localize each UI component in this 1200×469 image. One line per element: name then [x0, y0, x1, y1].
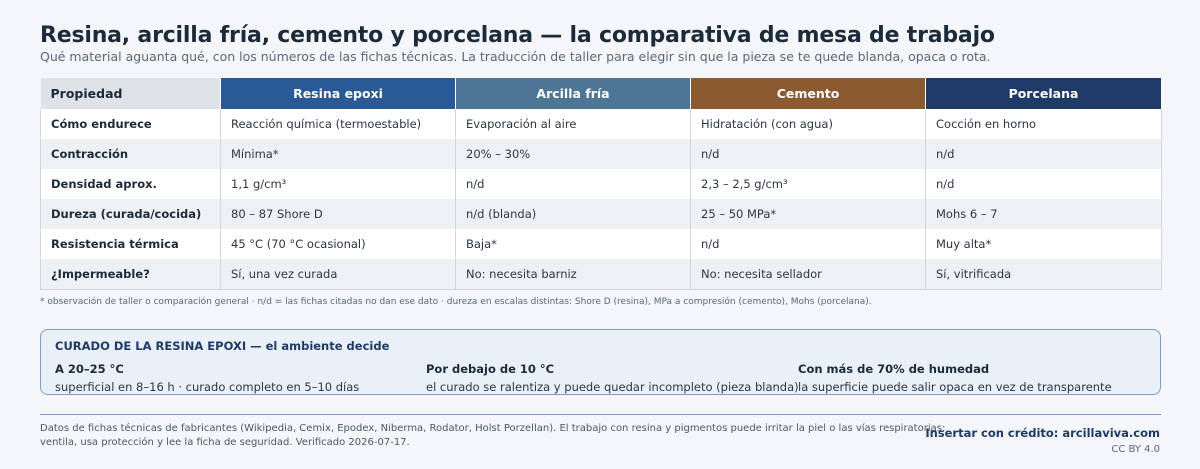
table-cell: Hidratación (con agua) [691, 109, 926, 139]
row-label: Resistencia térmica [41, 229, 221, 259]
table-cell: Cocción en horno [926, 109, 1162, 139]
row-label: ¿Impermeable? [41, 259, 221, 289]
table-cell: 45 °C (70 °C ocasional) [221, 229, 456, 259]
table-cell: n/d [691, 139, 926, 169]
table-cell: 2,3 – 2,5 g/cm³ [691, 169, 926, 199]
table-cell: n/d [926, 139, 1162, 169]
curing-item-heading: A 20–25 °C [55, 362, 124, 376]
curing-panel [40, 329, 1161, 395]
row-label: Densidad aprox. [41, 169, 221, 199]
table-cell: n/d [456, 169, 691, 199]
row-label: Dureza (curada/cocida) [41, 199, 221, 229]
header-cemento: Cemento [691, 78, 926, 109]
curing-item [798, 362, 1112, 394]
table-row [41, 109, 1162, 139]
source-note: Datos de fichas técnicas de fabricantes (Wikipedia, Cemix, Epodex, Niberma, Rodator, Holst Porzellan). El trabajo con resina y pigmentos puede irritar la piel o las vías respiratorias: ventila, usa protección y lee la ficha de seguridad. Verificado 2026-07-17. [40, 423, 946, 448]
table-cell: 20% – 30% [456, 139, 691, 169]
curing-item-text: superficial en 8–16 h · curado completo en 5–10 días [55, 380, 360, 394]
header-resina: Resina epoxi [221, 78, 456, 109]
table-cell: No: necesita sellador [691, 259, 926, 289]
table-cell: No: necesita barniz [456, 259, 691, 289]
curing-item-text: la superficie puede salir opaca en vez de transparente [798, 380, 1112, 394]
header-arcilla: Arcilla fría [456, 78, 691, 109]
table-cell: 1,1 g/cm³ [221, 169, 456, 199]
table-cell: Mohs 6 – 7 [926, 199, 1162, 229]
comparison-table [40, 78, 1162, 290]
table-cell: Evaporación al aire [456, 109, 691, 139]
table-row [41, 199, 1162, 229]
page-title: Resina, arcilla fría, cemento y porcelana — la comparativa de mesa de trabajo [40, 23, 995, 48]
curing-item [55, 362, 359, 394]
curing-item-text: el curado se ralentiza y puede quedar incompleto (pieza blanda) [426, 380, 799, 394]
footer-divider [40, 414, 1161, 415]
page-subtitle: Qué material aguanta qué, con los números de las fichas técnicas. La traducción de taller para elegir sin que la pieza se te quede blanda, opaca o rota. [40, 49, 991, 64]
table-cell: Baja* [456, 229, 691, 259]
table-cell: 80 – 87 Shore D [221, 199, 456, 229]
table-row [41, 229, 1162, 259]
curing-panel-title: CURADO DE LA RESINA EPOXI — el ambiente decide [55, 339, 390, 353]
table-cell: Reacción química (termoestable) [221, 109, 456, 139]
table-cell: Sí, vitrificada [926, 259, 1162, 289]
table-row [41, 139, 1162, 169]
row-label: Contracción [41, 139, 221, 169]
header-porcelana: Porcelana [926, 78, 1162, 109]
table-row [41, 169, 1162, 199]
curing-item [426, 362, 799, 394]
curing-item-heading: Con más de 70% de humedad [798, 362, 990, 376]
table-cell: n/d [926, 169, 1162, 199]
curing-item-heading: Por debajo de 10 °C [426, 362, 555, 376]
header-propiedad: Propiedad [41, 78, 221, 109]
table-row [41, 259, 1162, 289]
table-cell: 25 – 50 MPa* [691, 199, 926, 229]
table-cell: n/d (blanda) [456, 199, 691, 229]
table-cell: Mínima* [221, 139, 456, 169]
table-cell: Muy alta* [926, 229, 1162, 259]
table-cell: Sí, una vez curada [221, 259, 456, 289]
table-cell: n/d [691, 229, 926, 259]
embed-credit-link[interactable]: Insertar con crédito: arcillaviva.com [925, 426, 1160, 440]
row-label: Cómo endurece [41, 109, 221, 139]
table-footnote: * observación de taller o comparación general · n/d = las fichas citadas no dan ese dato · dureza en escalas distintas: Shore D (resina), MPa a compresión (cemento), Mohs (porcelana). [40, 297, 872, 307]
table-header-row [41, 78, 1162, 109]
license-label: CC BY 4.0 [1111, 444, 1160, 455]
